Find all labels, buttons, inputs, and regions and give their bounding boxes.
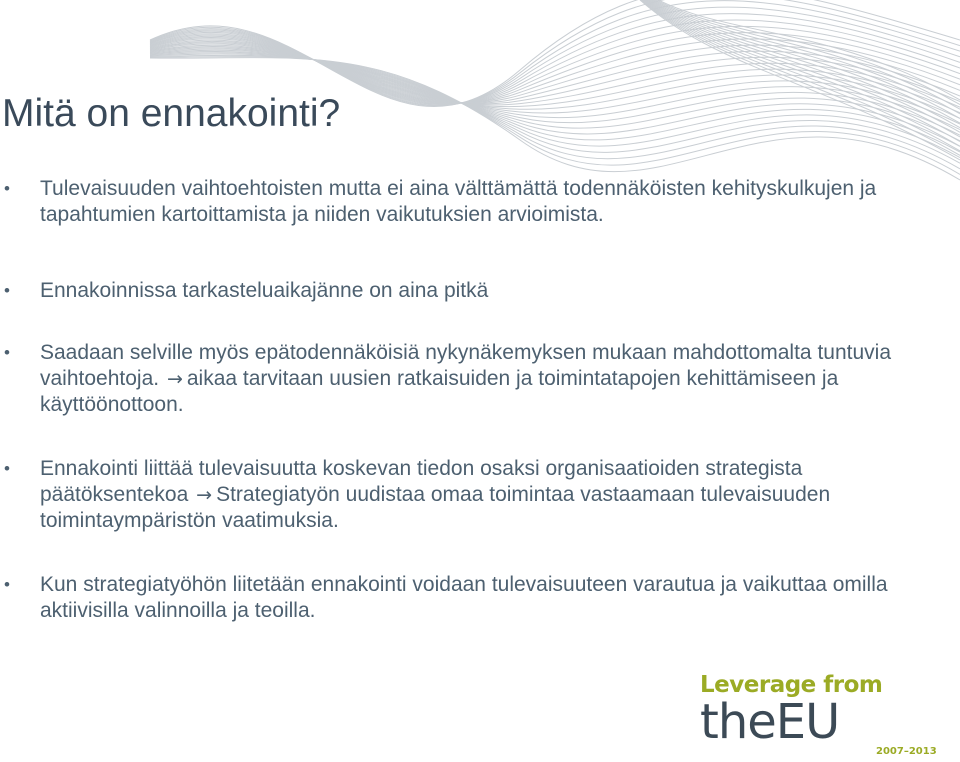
ribbon-line: [150, 0, 960, 107]
ribbon-line: [640, 0, 960, 160]
bullet-text: Tulevaisuuden vaihtoehtoisten mutta ei aina välttämättä todennäköisten kehityskulkujen ja tapahtumien kartoittamista ja niiden vaikutuksien arvioimista.: [40, 177, 877, 226]
ribbon-line: [640, 0, 960, 151]
leverage-from-the-eu-logo: [700, 672, 950, 762]
ribbon-line: [640, 0, 960, 132]
logo-bottom-line: theEU: [700, 694, 840, 750]
bullet-item: [0, 456, 900, 534]
ribbon-line: [640, 0, 960, 155]
bullet-dot: •: [4, 575, 10, 594]
bullet-text-continued: Strategiatyön uudistaa omaa toimintaa vastaamaan tulevaisuuden toimintaympäristön vaatimuksia.: [40, 483, 831, 532]
bullet-dot: •: [4, 343, 10, 362]
ribbon-line: [640, 0, 960, 105]
bullet-dot: •: [4, 281, 10, 300]
bullet-item: [0, 176, 900, 228]
ribbon-line: [640, 0, 960, 118]
ribbon-line: [150, 7, 960, 105]
arrow-right-icon: →: [166, 368, 183, 390]
logo-years: 2007–2013: [876, 746, 937, 757]
arrow-right-icon: →: [196, 484, 213, 506]
ribbon-line: [640, 0, 960, 142]
bullet-text-continued: aikaa tarvitaan uusien ratkaisuiden ja toimintatapojen kehittämiseen ja käyttöönottoon.: [40, 367, 839, 416]
bullet-list: [0, 176, 900, 624]
bullet-text: Saadaan selville myös epätodennäköisiä nykynäkemyksen mukaan mahdottomalta tuntuvia vaihtoehtoja.: [40, 341, 891, 390]
ribbon-line: [640, 0, 960, 146]
bullet-text: Ennakoinnissa tarkasteluaikajänne on aina pitkä: [40, 279, 489, 302]
ribbon-line: [640, 0, 960, 128]
ribbon-line: [640, 0, 960, 114]
bullet-text: Ennakointi liittää tulevaisuutta koskevan tiedon osaksi organisaatioiden strategista päätöksentekoa: [40, 457, 803, 506]
bullet-text: Kun strategiatyöhön liitetään ennakointi voidaan tulevaisuuteen varautua ja vaikuttaa omilla aktiivisilla valinnoilla ja teoilla.: [40, 573, 888, 622]
bullet-dot: •: [4, 459, 10, 478]
bullet-dot: •: [4, 179, 10, 198]
ribbon-line: [640, 0, 960, 109]
bullet-item: [0, 340, 900, 418]
ribbon-line: [150, 14, 960, 105]
ribbon-line: [640, 0, 960, 100]
ribbon-line: [640, 0, 960, 137]
bullet-item: [0, 278, 900, 304]
slide-title: Mitä on ennakointi?: [2, 92, 341, 135]
ribbon-line: [150, 1, 960, 106]
ribbon-line: [150, 0, 960, 106]
logo-top-line: Leverage from: [700, 672, 883, 698]
ribbon-line: [640, 0, 960, 123]
bullet-item: [0, 572, 900, 624]
